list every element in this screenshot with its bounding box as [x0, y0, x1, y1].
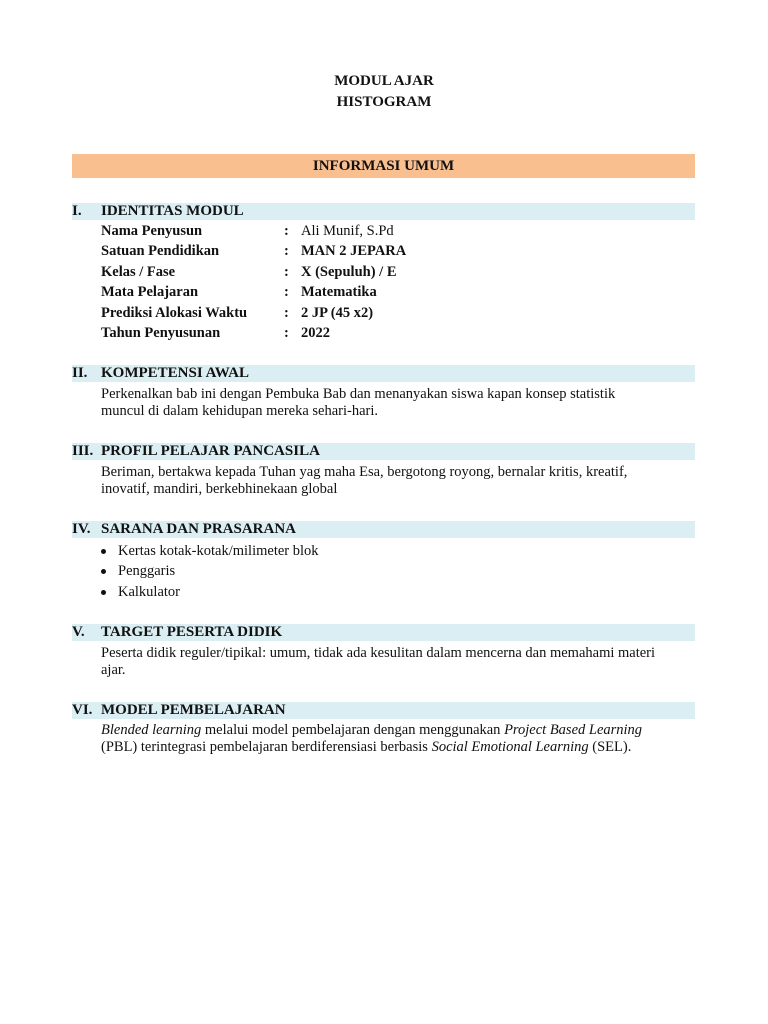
bullet-icon [101, 569, 106, 574]
section-header-model-pembelajaran [72, 702, 695, 719]
row-label: Nama Penyusun [101, 223, 203, 239]
row-colon: : [284, 284, 289, 300]
document-title [0, 71, 768, 113]
row-colon: : [284, 223, 289, 239]
list-item-text: Kalkulator [118, 584, 181, 600]
section-title: SARANA DAN PRASARANA [101, 521, 297, 537]
italic-term: Social Emotional Learning [431, 739, 589, 755]
section-title: MODEL PEMBELAJARAN [101, 702, 286, 718]
section-header-kompetensi-awal [72, 365, 695, 382]
text-line: inovatif, mandiri, berkebhinekaan global [101, 481, 338, 497]
section-title: IDENTITAS MODUL [101, 203, 244, 219]
text-line: muncul di dalam kehidupan mereka sehari-hari. [101, 403, 379, 419]
title-line-1: MODUL AJAR [334, 73, 434, 89]
text-line: Peserta didik reguler/tipikal: umum, tidak ada kesulitan dalam mencerna dan memahami materi [101, 645, 656, 661]
kompetensi-awal-text [101, 386, 695, 420]
row-colon: : [284, 305, 289, 321]
profil-pelajar-text [101, 464, 695, 498]
row-value: Ali Munif, S.Pd [301, 223, 394, 239]
section-banner-informasi-umum: INFORMASI UMUM [72, 154, 695, 178]
section-number: II. [72, 365, 88, 381]
text-line: Perkenalkan bab ini dengan Pembuka Bab dan menanyakan siswa kapan konsep statistik [101, 386, 616, 402]
row-label: Mata Pelajaran [101, 284, 199, 300]
bullet-icon [101, 549, 106, 554]
section-title: PROFIL PELAJAR PANCASILA [101, 443, 320, 459]
section-header-sarana-prasarana [72, 521, 695, 538]
text-line [101, 722, 695, 739]
row-label: Prediksi Alokasi Waktu [101, 305, 248, 321]
list-item-text: Kertas kotak-kotak/milimeter blok [118, 543, 319, 559]
text-line: ajar. [101, 662, 126, 678]
row-colon: : [284, 264, 289, 280]
row-colon: : [284, 243, 289, 259]
row-label: Tahun Penyusunan [101, 325, 221, 341]
model-pembelajaran-text [101, 722, 695, 756]
section-number: VI. [72, 702, 93, 718]
section-header-target-peserta-didik [72, 624, 695, 641]
list-item-text: Penggaris [118, 563, 176, 579]
row-colon: : [284, 325, 289, 341]
section-header-identitas-modul [72, 203, 695, 220]
section-header-profil-pelajar-pancasila [72, 443, 695, 460]
section-number: I. [72, 203, 82, 219]
section-number: III. [72, 443, 94, 459]
section-title: KOMPETENSI AWAL [101, 365, 249, 381]
italic-term: Project Based Learning [504, 722, 643, 738]
italic-term: Blended learning [101, 722, 202, 738]
row-value: 2 JP (45 x2) [301, 305, 374, 321]
section-number: IV. [72, 521, 91, 537]
row-value: MAN 2 JEPARA [301, 243, 407, 259]
text-line [101, 739, 695, 756]
row-value: Matematika [301, 284, 377, 300]
bullet-icon [101, 590, 106, 595]
row-label: Satuan Pendidikan [101, 243, 220, 259]
text-line: Beriman, bertakwa kepada Tuhan yag maha Esa, bergotong royong, bernalar kritis, kreatif, [101, 464, 628, 480]
text-run: melalui model pembelajaran dengan menggunakan [201, 722, 505, 738]
section-number: V. [72, 624, 85, 640]
title-line-2: HISTOGRAM [336, 94, 432, 110]
target-peserta-text [101, 645, 695, 679]
row-value: 2022 [301, 325, 330, 341]
text-run: (SEL). [588, 739, 632, 755]
row-label: Kelas / Fase [101, 264, 176, 280]
row-value: X (Sepuluh) / E [301, 264, 397, 280]
section-title: TARGET PESERTA DIDIK [101, 624, 283, 640]
text-run: (PBL) terintegrasi pembelajaran berdiferensiasi berbasis [101, 739, 432, 755]
